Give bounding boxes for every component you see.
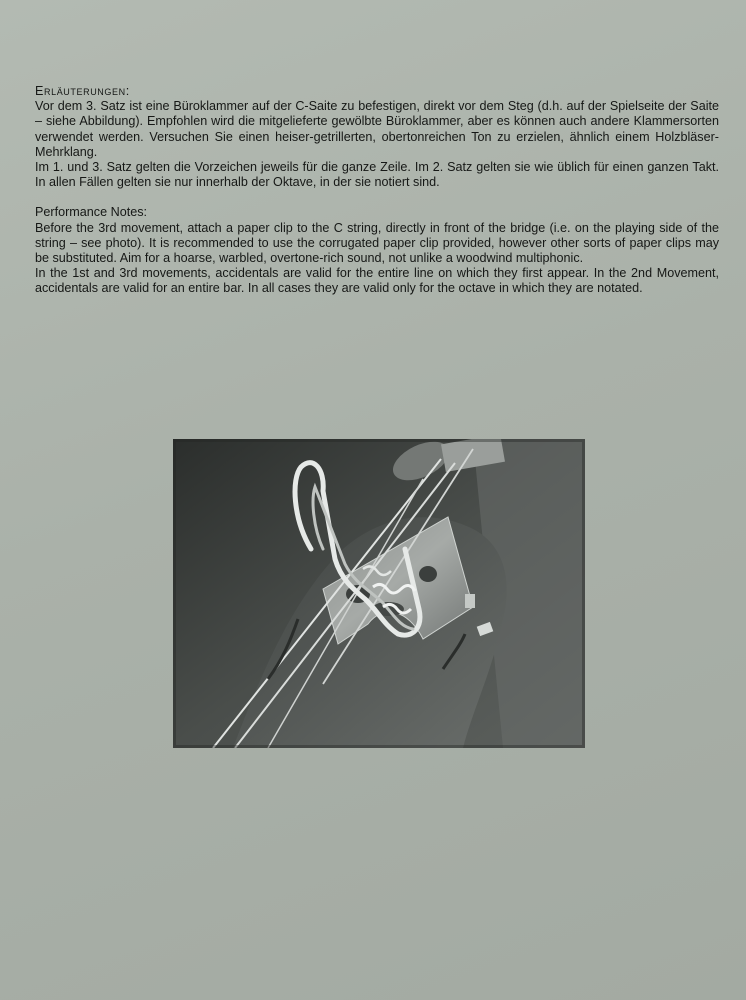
german-notes-heading: Erläuterungen: bbox=[35, 84, 130, 98]
english-notes-heading: Performance Notes: bbox=[35, 205, 147, 220]
section-spacer bbox=[35, 190, 719, 205]
paper-clip-on-cello-photo bbox=[173, 439, 585, 748]
performance-notes-text bbox=[35, 84, 719, 297]
german-notes-paragraph-2: Im 1. und 3. Satz gelten die Vorzeichen jeweils für die ganze Zeile. Im 2. Satz gelten sie wie üblich für einen ganzen Takt. In allen Fällen gelten sie nur innerhalb der Oktave, in der sie notiert sind. bbox=[35, 160, 719, 190]
english-notes-paragraph-1: Before the 3rd movement, attach a paper clip to the C string, directly in front of the bridge (i.e. on the playing side of the string – see photo). It is recommended to use the corrugated paper clip provided, however other sorts of paper clips may be substituted. Aim for a hoarse, warbled, overtone-rich sound, not unlike a woodwind multiphonic. bbox=[35, 220, 719, 266]
photo-illustration bbox=[173, 439, 585, 748]
german-notes-paragraph-1: Vor dem 3. Satz ist eine Büroklammer auf der C-Saite zu befestigen, direkt vor dem Steg (d.h. auf der Spielseite der Saite – siehe Abbildung). Empfohlen wird die mitgelieferte gewölbte Büroklammer, aber es können auch andere Klammersorten verwendet werden. Versuchen Sie einen heiser-getrillerten, obertonreichen Ton zu erzielen, ähnlich einem Holzbläser-Mehrklang. bbox=[35, 99, 719, 159]
english-notes-paragraph-2: In the 1st and 3rd movements, accidentals are valid for the entire line on which they first appear. In the 2nd Movement, accidentals are valid for an entire bar. In all cases they are valid only for the octave in which they are notated. bbox=[35, 266, 719, 296]
